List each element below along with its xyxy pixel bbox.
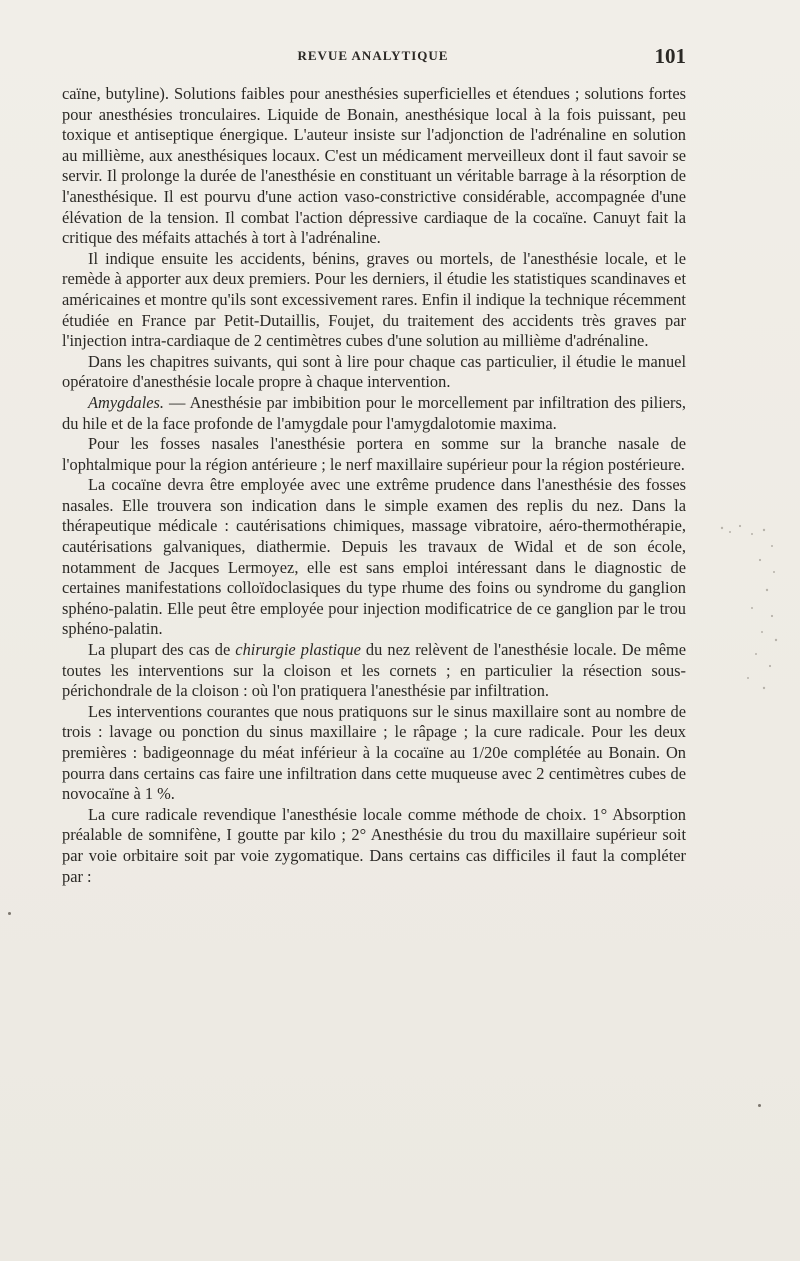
amygdales-text: — Anesthésie par imbibition pour le morcellement par infiltration des piliers, du hile et de la face profonde de l'amygdale pour l'amygdalotomie maxima.: [62, 392, 686, 433]
article-body: [62, 84, 686, 887]
page-header: [60, 44, 686, 68]
paragraph-amygdales: [62, 393, 686, 434]
paragraph-1: caïne, butyline). Solutions faibles pour anesthésies superficielles et étendues ; solutions fortes pour anesthésies tronculaires. Liquide de Bonain, anesthésique local à la fois puissant, peu toxique et antiseptique énergique. L'auteur insiste sur l'adjonction de l'adrénaline en solution au millième, aux anesthésiques locaux. C'est un médicament merveilleux dont il faut savoir se servir. Il prolonge la durée de l'anesthésie en constituant un véritable barrage à la résorption de l'anesthésique. Il est pourvu d'une action vaso-constrictive considérable, accompagnée d'une élévation de la tension. Il combat l'action dépressive cardiaque de la cocaïne. Canuyt fait la critique des méfaits attachés à tort à l'adrénaline.: [62, 84, 686, 248]
chirurgie-after: du nez relèvent de l'anesthésie locale. De même toutes les interventions sur la cloison et les cornets ; en particulier la résection sous-périchondrale de la cloison : où l'on pratiquera l'anesthésie par infiltration.: [62, 640, 687, 701]
paragraph-cocaine: La cocaïne devra être employée avec une extrême prudence dans l'anesthésie des fosses nasales. Elle trouvera son indication dans le simple examen des replis du nez. Dans la thérapeutique médicale : cautérisations chimiques, massage vibratoire, aéro-thermothérapie, cautérisations galvaniques, diathermie. Depuis les travaux de Widal et de son école, notamment de Jacques Lermoyez, elle est sans emploi intéressant dans le diagnostic de certaines manifestations colloïdoclasiques du type rhume des foins ou syndrome du ganglion sphéno-palatin. Elle peut être employée pour injection modificatrice de ce ganglion par le trou sphéno-palatin.: [62, 475, 686, 639]
stray-dot: [8, 912, 11, 915]
page-number: 101: [654, 44, 686, 68]
paragraph-2: Il indique ensuite les accidents, bénins, graves ou mortels, de l'anesthésie locale, et le remède à apporter aux deux premiers. Pour les derniers, il étudie les statistiques scandinaves et américaines et montre qu'ils sont excessivement rares. Enfin il indique la technique récemment étudiée en France par Petit-Dutaillis, Foujet, du traitement des accidents très graves par l'injection intra-cardiaque de 2 centimètres cubes d'une solution au millième d'adrénaline.: [62, 248, 686, 351]
margin-bleed-through-marks: [712, 520, 782, 700]
paragraph-chirurgie: [62, 640, 686, 702]
chirurgie-before: La plupart des cas de: [88, 640, 236, 660]
running-head: REVUE ANALYTIQUE: [297, 48, 449, 63]
paragraph-3: Dans les chapitres suivants, qui sont à lire pour chaque cas particulier, il étudie le manuel opératoire d'anesthésie locale propre à chaque intervention.: [62, 351, 686, 392]
paragraph-sinus: Les interventions courantes que nous pratiquons sur le sinus maxillaire sont au nombre de trois : lavage ou ponction du sinus maxillaire ; le râpage ; la cure radicale. Pour les deux premières : badigeonnage du méat inférieur à la cocaïne au 1/20e complétée au Bonain. On pourra dans certains cas faire une infiltration dans cette muqueuse avec 2 centimètres cubes de novocaïne à 1 %.: [62, 701, 686, 804]
amygdales-heading: Amygdales.: [88, 392, 165, 412]
stray-dot: [758, 1104, 761, 1107]
paragraph-cure-radicale: La cure radicale revendique l'anesthésie locale comme méthode de choix. 1° Absorption préalable de somnifène, I goutte par kilo ; 2° Anesthésie du trou du maxillaire supérieur soit par voie orbitaire soit par voie zygomatique. Dans certains cas difficiles il faut la compléter par :: [62, 804, 686, 886]
chirurgie-heading: chirurgie plastique: [235, 640, 361, 660]
paragraph-fosses-nasales: Pour les fosses nasales l'anesthésie portera en somme sur la branche nasale de l'ophtalmique pour la région antérieure ; le nerf maxillaire supérieur pour la région postérieure.: [62, 434, 686, 474]
